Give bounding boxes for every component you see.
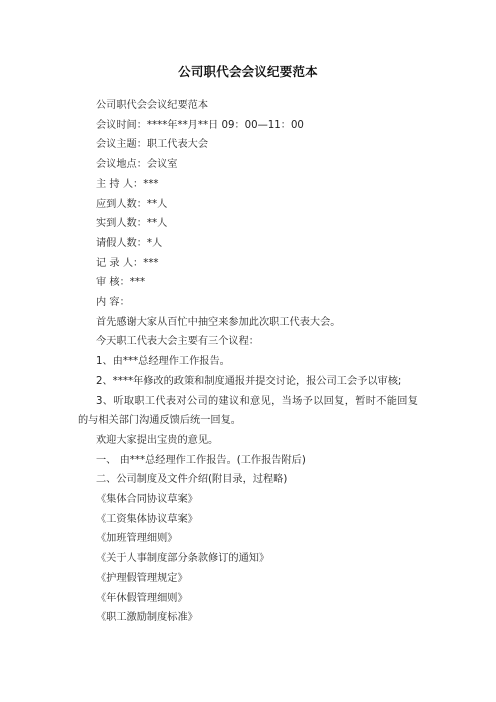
agenda-intro: 今天职工代表大会主要有三个议程： (96, 336, 259, 348)
meeting-host: 主 持 人：*** (96, 178, 159, 190)
document-title: 公司职代会会议纪要范本 (178, 64, 318, 79)
document-list-item: 《加班管理细则》 (96, 533, 178, 545)
agenda-item-2: 2、****年修改的政策和制度通报并提交讨论，报公司工会予以审核; (96, 375, 402, 387)
document-list-item: 《年休假管理细则》 (96, 592, 188, 604)
meeting-time: 会议时间：****年**月**日 09：00—11：00 (96, 119, 304, 131)
document-list-item: 《职工激励制度标准》 (96, 612, 198, 624)
expected-attendance: 应到人数：**人 (96, 198, 168, 210)
meeting-topic: 会议主题：职工代表大会 (96, 139, 209, 151)
section-1-heading: 一、 由***总经理作工作报告。(工作报告附后) (96, 454, 306, 466)
opening-paragraph: 首先感谢大家从百忙中抽空来参加此次职工代表大会。 (96, 316, 341, 328)
meeting-location: 会议地点：会议室 (96, 159, 178, 171)
body-heading: 公司职代会会议纪要范本 (96, 100, 209, 111)
document-list-item: 《集体合同协议草案》 (96, 494, 198, 506)
agenda-item-1: 1、由***总经理作工作报告。 (96, 356, 230, 368)
section-2-heading: 二、公司制度及文件介绍(附目录，过程略) (96, 474, 288, 486)
document-list-item: 《工资集体协议草案》 (96, 513, 198, 525)
reviewer: 审 核：*** (96, 277, 146, 289)
agenda-item-3: 3、听取职工代表对公司的建议和意见，当场予以回复，暂时不能回复的与相关部门沟通反馈后统一回复。 (78, 395, 418, 427)
welcome-feedback: 欢迎大家提出宝贵的意见。 (96, 434, 219, 446)
leave-count: 请假人数：*人 (96, 237, 163, 249)
document-list-item: 《关于人事制度部分条款修订的通知》 (96, 553, 270, 565)
recorder: 记 录 人：*** (96, 257, 159, 269)
document-body (78, 96, 418, 628)
content-label: 内 容： (96, 297, 130, 309)
document-list-item: 《护理假管理规定》 (96, 572, 188, 584)
actual-attendance: 实到人数：**人 (96, 218, 168, 230)
